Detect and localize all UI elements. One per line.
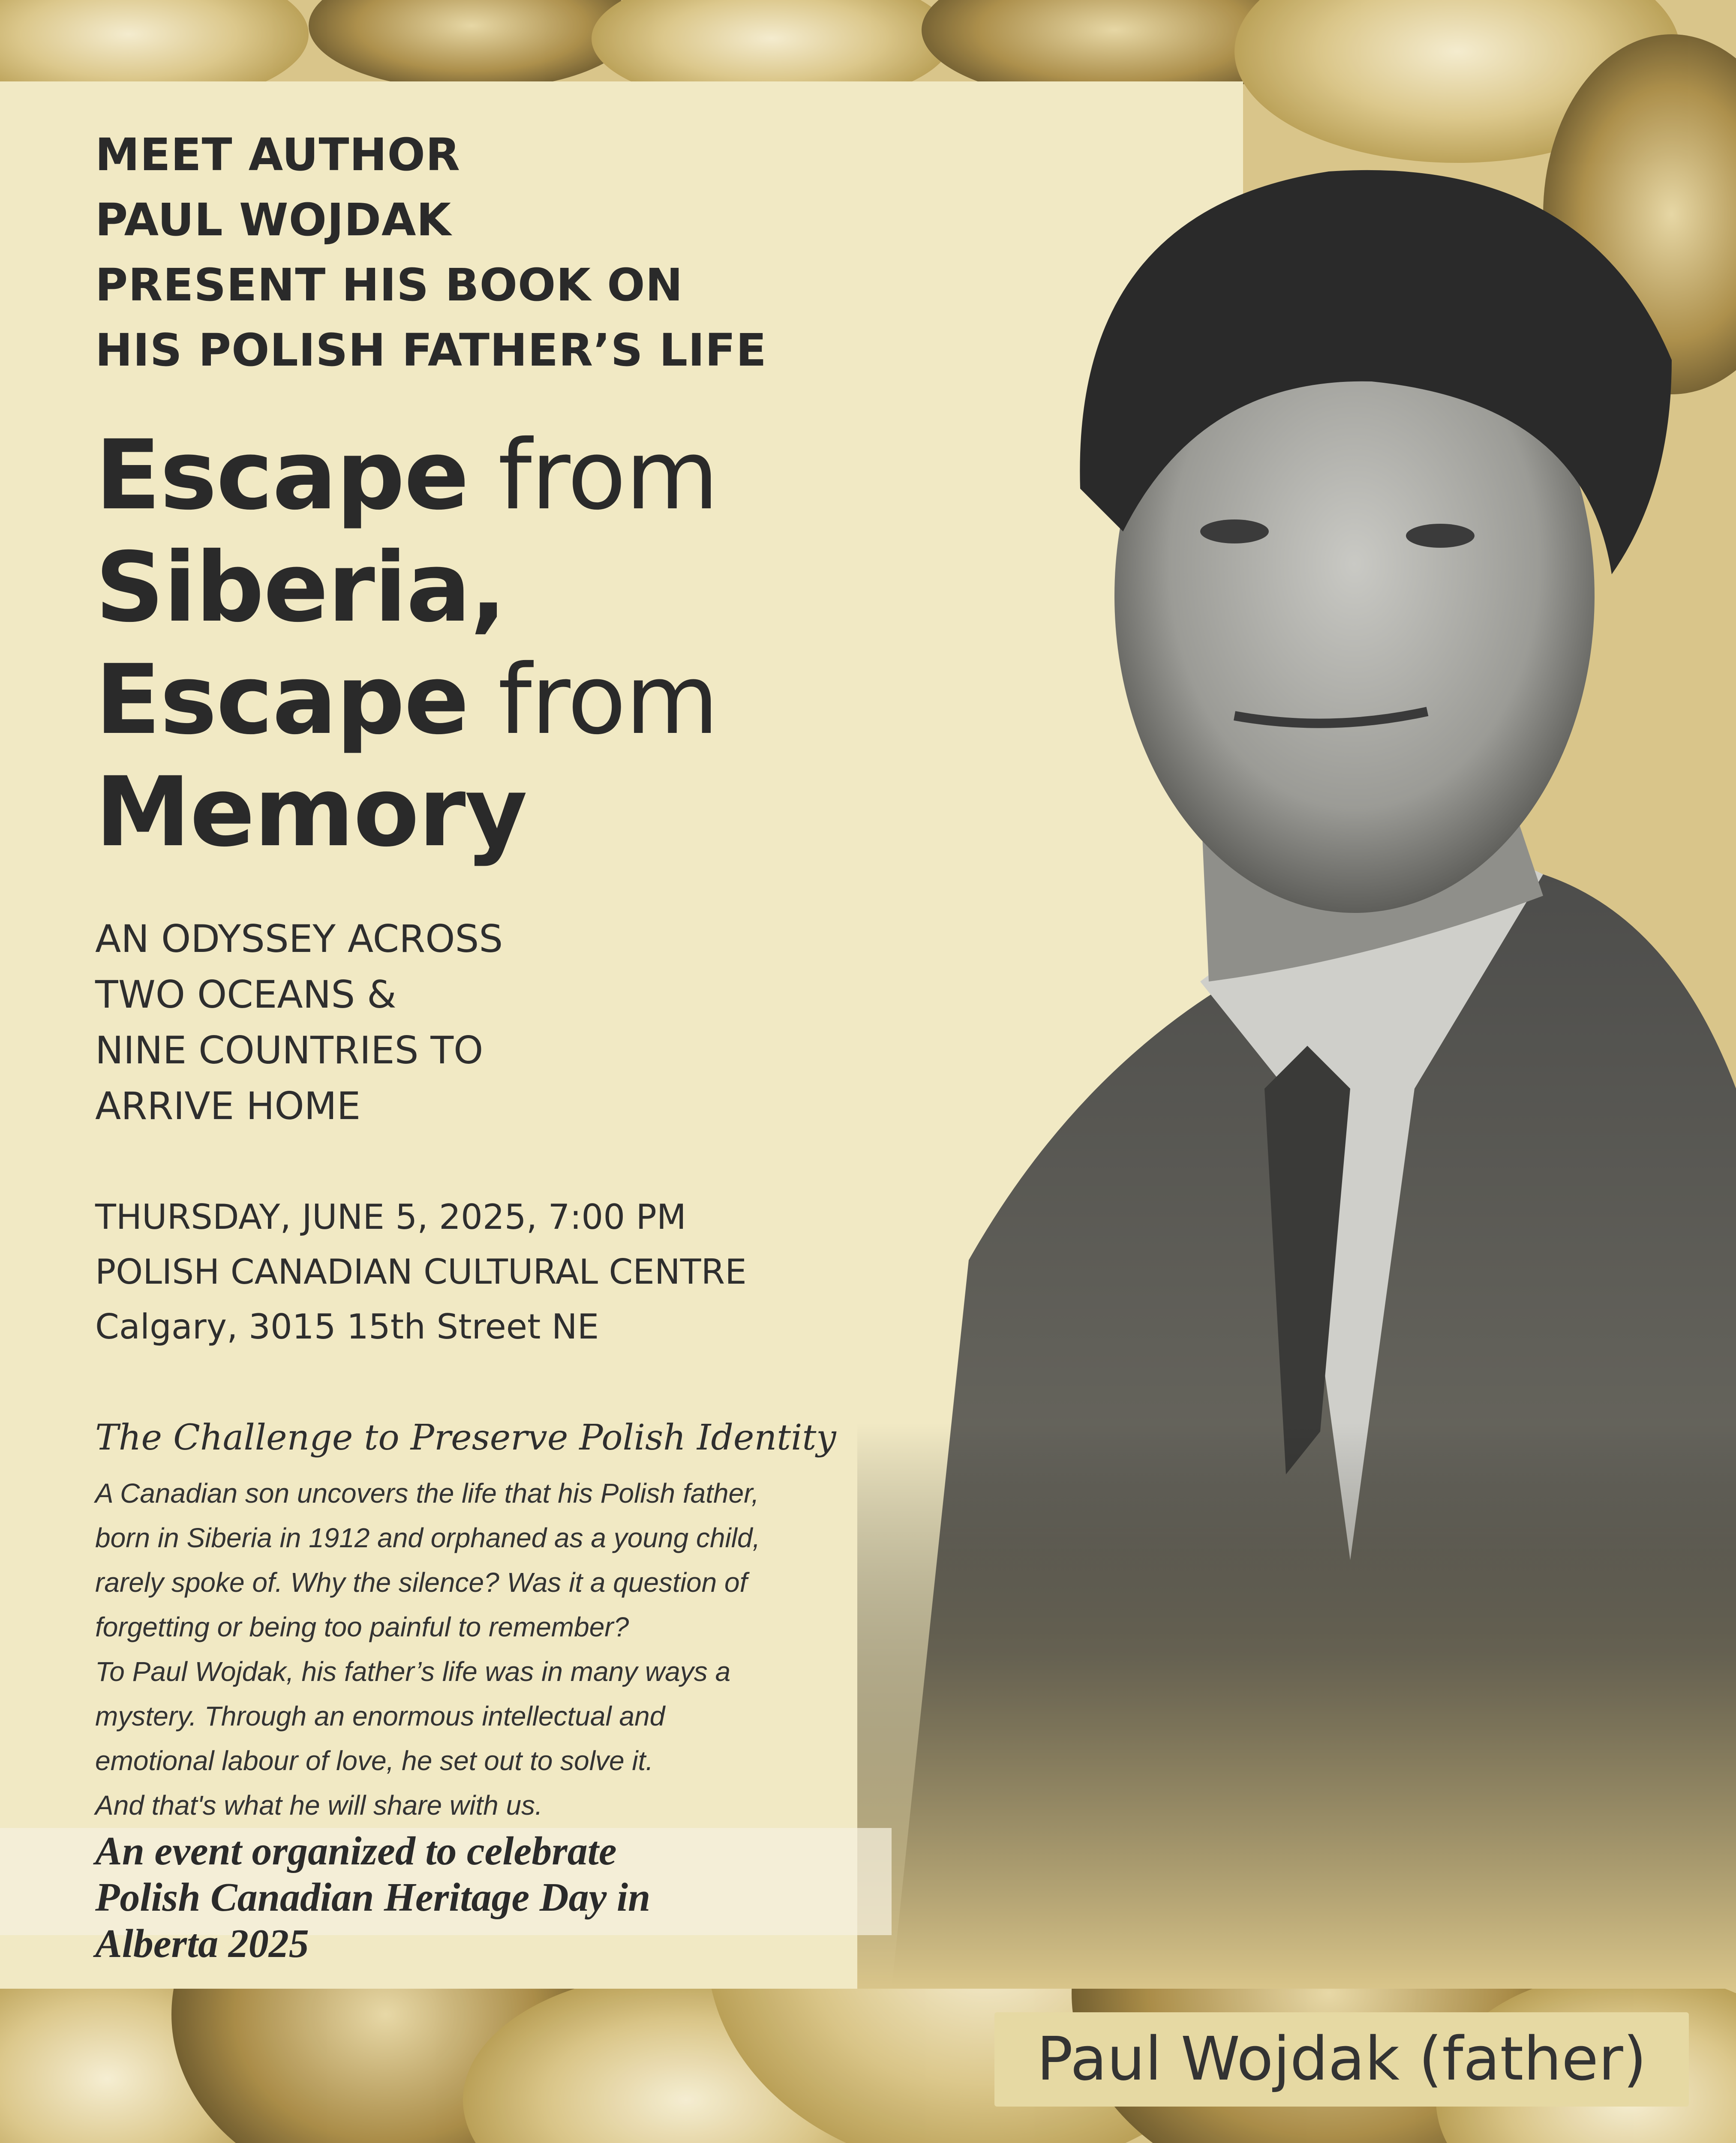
subtitle-line-1: AN ODYSSEY ACROSS (95, 917, 503, 961)
title-memory: Memory (95, 756, 527, 868)
event-venue: POLISH CANADIAN CULTURAL CENTRE (95, 1252, 747, 1292)
challenge-line-4: forgetting or being too painful to remember? (95, 1612, 629, 1642)
event-details (95, 1190, 867, 1354)
portrait-photo (857, 103, 1736, 1989)
organized-note (95, 1828, 910, 1967)
title-escape-1: Escape (95, 419, 469, 531)
intro-line-3: PRESENT HIS BOOK ON (95, 259, 683, 311)
challenge-line-7: emotional labour of love, he set out to solve it. (95, 1745, 654, 1776)
book-title (95, 419, 867, 868)
organized-line-1: An event organized to celebrate (95, 1829, 617, 1873)
challenge-body (95, 1471, 858, 1828)
challenge-line-3: rarely spoke of. Why the silence? Was it a question of (95, 1567, 748, 1598)
organized-line-2: Polish Canadian Heritage Day in (95, 1875, 651, 1920)
title-from-1: from (498, 419, 718, 531)
organized-line-3: Alberta 2025 (95, 1921, 309, 1966)
subtitle-line-4: ARRIVE HOME (95, 1084, 361, 1128)
intro-line-4: HIS POLISH FATHER’S LIFE (95, 324, 767, 376)
title-escape-2: Escape (95, 644, 469, 756)
challenge-line-8: And that's what he will share with us. (95, 1790, 543, 1821)
poster-text (95, 122, 867, 1828)
challenge-line-2: born in Siberia in 1912 and orphaned as a young child, (95, 1522, 760, 1553)
event-date: THURSDAY, JUNE 5, 2025, 7:00 PM (95, 1197, 686, 1237)
title-from-2: from (498, 644, 718, 756)
subtitle-line-3: NINE COUNTRIES TO (95, 1028, 484, 1072)
subtitle-line-2: TWO OCEANS & (95, 972, 396, 1017)
book-subtitle (95, 911, 867, 1134)
challenge-line-6: mystery. Through an enormous intellectual and (95, 1701, 665, 1732)
photo-caption: Paul Wojdak (father) (1036, 2024, 1647, 2094)
intro-heading (95, 122, 867, 383)
event-address: Calgary, 3015 15th Street NE (95, 1307, 599, 1347)
intro-line-1: MEET AUTHOR (95, 129, 460, 181)
title-siberia: Siberia, (95, 531, 506, 643)
challenge-line-1: A Canadian son uncovers the life that his Polish father, (95, 1478, 759, 1509)
challenge-title: The Challenge to Preserve Polish Identity (95, 1417, 836, 1458)
intro-line-2: PAUL WOJDAK (95, 194, 452, 246)
challenge-line-5: To Paul Wojdak, his father’s life was in many ways a (95, 1656, 731, 1687)
